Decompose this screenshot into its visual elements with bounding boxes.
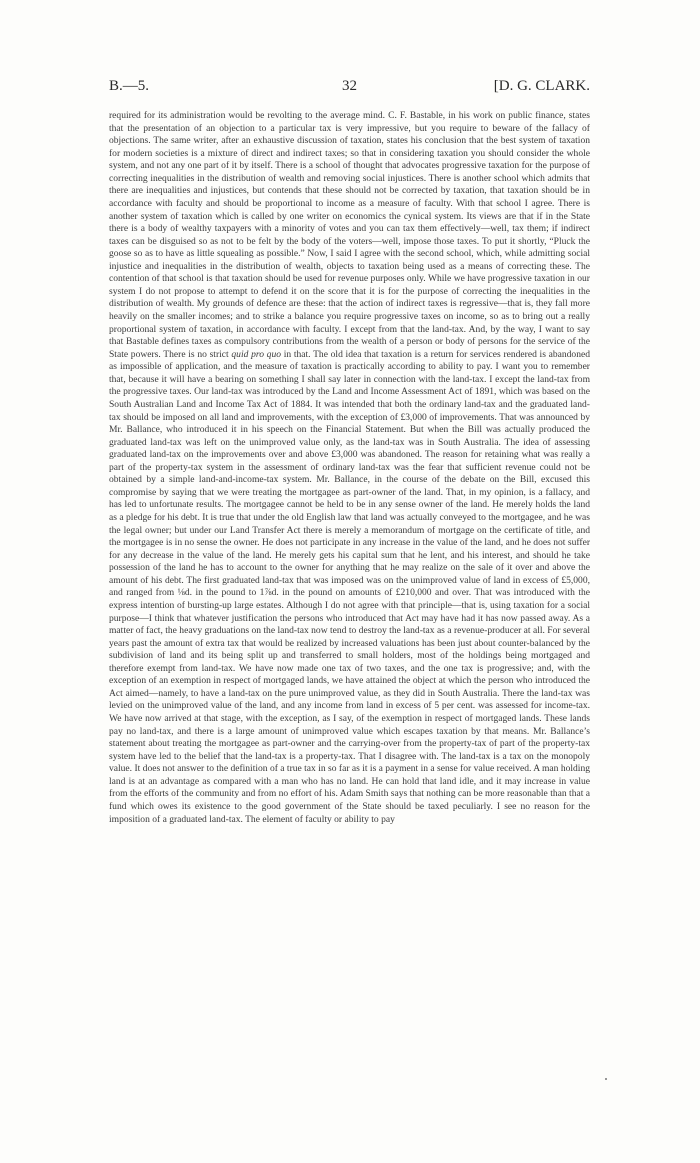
page-header (109, 78, 590, 98)
document-reference: B.—5. (109, 78, 150, 94)
paragraph-text-part-1: required for its administration would be revolting to the average mind. C. F. Bastable, in his work on public finance, states that the presentation of an objection to a particular tax is very impressive, but you require to beware of the fallacy of objections. The same writer, after an exhaustive discussion of taxation, states his conclusion that the best system of taxation for modern societies is a mixture of direct and indirect taxes; so that in considering taxation you should consider the whole system, and not any one part of it by itself. There is a school of thought that advocates progressive taxation for the purpose of correcting inequalities in the distribution of wealth and removing social injustices. There is another school which admits that there are inequalities and injustices, but contends that these should not be corrected by taxation, that taxation should be in accordance with faculty and should be proportional to income as a measure of faculty. With that school I agree. There is another system of taxation which is called by one writer on economics the cynical system. Its views are that if in the State there is a body of wealthy taxpayers with a minority of votes and you can tax them effectively—well, tax them; if indirect taxes can be disguised so as not to be felt by the body of the voters—well, impose those taxes. To put it shortly, “Pluck the goose so as to have as little squealing as possible.” Now, I said I agree with the second school, which, while admitting social injustice and inequalities in the distribution of wealth, objects to taxation being used as a means of correcting these. The contention of that school is that taxation should be used for revenue purposes only. While we have progressive taxation in our system I do not propose to attempt to defend it on the score that it is for the purpose of correcting the inequalities in the distribution of wealth. My grounds of defence are these: that the action of indirect taxes is regressive—that is, they fall more heavily on the smaller incomes; and to strike a balance you require progressive taxes on income, so as to bring out a really proportional system of taxation, in accordance with faculty. I except from that the land-tax. And, by the way, I want to say that Bastable defines taxes as compulsory contributions from the wealth of a person or body of persons for the service of the State powers. There is no strict (109, 110, 590, 360)
italic-phrase: quid pro quo (231, 348, 282, 360)
ink-speck (605, 1078, 607, 1080)
page-number: 32 (342, 78, 357, 94)
body-text (109, 110, 590, 826)
paragraph-text-part-2: in that. The old idea that taxation is a return for services rendered is abandoned as impossible of application, and the measure of taxation is practically according to ability to pay. I want you to remember that, because it will have a bearing on something I shall say later in connection with the land-tax. I except the land-tax from the progressive taxes. Our land-tax was introduced by the Land and Income Assessment Act of 1891, which was based on the South Australian Land and Income Tax Act of 1884. It was intended that both the ordinary land-tax and the graduated land-tax should be imposed on all land and improvements, with the exception of £3,000 of improvements. That was announced by Mr. Ballance, who introduced it in his speech on the Financial Statement. But when the Bill was actually produced the graduated land-tax was left on the unimproved value only, as the land-tax was in South Australia. The idea of assessing graduated land-tax on the improvements over and above £3,000 was abandoned. The reason for retaining what was really a part of the property-tax system in the assessment of ordinary land-tax was the fear that sufficient revenue could not be obtained by a simple land-and-income-tax system. Mr. Ballance, in the course of the debate on the Bill, excused this compromise by saying that we were treating the mortgagee as part-owner of the land. That, in my opinion, is a fallacy, and has led to unfortunate results. The mortgagee cannot be held to be in any sense owner of the land. He merely holds the land as a pledge for his debt. It is true that under the old English law that land was actually conveyed to the mortgagee, and he was the legal owner; but under our Land Transfer Act there is merely a memorandum of mortgage on the certificate of title, and the mortgagee is in no sense the owner. He does not participate in any increase in the value of the land, and he does not suffer for any decrease in the value of the land. He merely gets his capital sum that he lent, and his interest, and should he take possession of the land he has to account to the owner for anything that he may realize on the sale of it over and above the amount of his debt. The first graduated land-tax that was imposed was on the unimproved value of land in excess of £5,000, and ranged from ⅛d. in the pound to 1⅞d. in the pound on amounts of £210,000 and over. That was introduced with the express intention of bursting-up large estates. Although I do not agree with that principle—that is, using taxation for a social purpose—I think that whatever justification the persons who introduced that Act may have had it has now passed away. As a matter of fact, the heavy graduations on the land-tax now tend to destroy the land-tax as a revenue-producer at all. For several years past the amount of extra tax that would be realized by increased valuations has been just about counter-balanced by the subdivision of land and its being split up and transferred to small holders, most of the holdings being mortgaged and therefore exempt from land-tax. We have now made one tax of two taxes, and the one tax is progressive; and, with the exception of an exemption in respect of mortgaged lands, we have attained the object at which the person who introduced the Act aimed—namely, to have a land-tax on the pure unimproved value, as they did in South Australia. There the land-tax was levied on the unimproved value of the land, and any income from land in excess of 5 per cent. was assessed for income-tax. We have now arrived at that stage, with the exception, as I say, of the exemption in respect of mortgaged lands. These lands pay no land-tax, and there is a large amount of unimproved value which escapes taxation by that means. Mr. Ballance’s statement about treating the mortgagee as part-owner and the carrying-over from the property-tax of part of the property-tax system have led to the belief that the land-tax is a property-tax. That I disagree with. The land-tax is a tax on the monopoly value. It does not answer to the definition of a true tax in so far as it is a payment in a sense for value received. A man holding land is at an advantage as compared with a man who has no land. He can hold that land idle, and it may increase in value from the efforts of the community and from no effort of his. Adam Smith says that nothing can be more reasonable than that a fund which owes its existence to the good government of the State should be taxed peculiarly. I see no reason for the imposition of a graduated land-tax. The element of faculty or ability to pay (109, 348, 590, 825)
speaker-name: [D. G. CLARK. (493, 78, 590, 94)
paragraph (109, 110, 590, 826)
